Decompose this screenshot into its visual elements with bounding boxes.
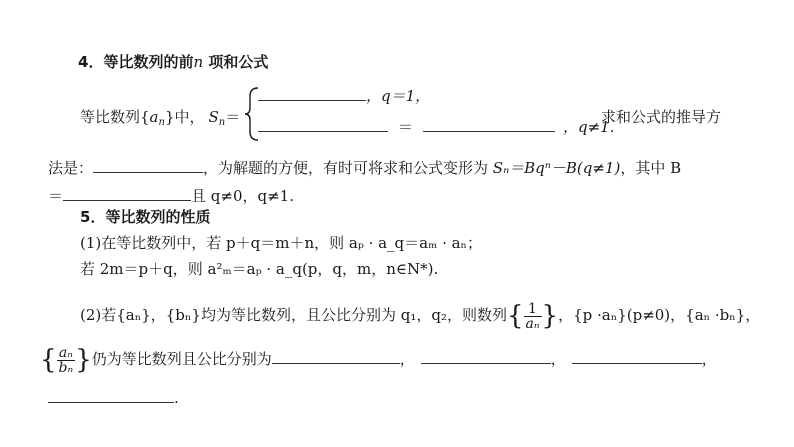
- frac1-numerator: 1: [524, 302, 542, 317]
- case1: [258, 86, 430, 106]
- section5-number: 5: [80, 208, 91, 226]
- equals-sign: ＝: [225, 108, 241, 126]
- text-eq-B: ＝: [48, 187, 64, 205]
- fraction-one-over-an: [524, 302, 542, 331]
- text-q-conditions: 且 q≠0，q≠1.: [191, 187, 294, 205]
- sub-n: n: [158, 117, 165, 128]
- case2-equals: ＝: [398, 118, 414, 136]
- sum-formula-intro: [80, 107, 240, 133]
- property2-line3: [48, 388, 179, 408]
- period: .: [174, 389, 179, 407]
- sub-S-n: n: [218, 117, 226, 128]
- blank-ratio-2[interactable]: [421, 349, 551, 364]
- case1-condition: ，q＝1，: [366, 87, 431, 105]
- blank-case1[interactable]: [258, 86, 366, 101]
- derivation-line: [48, 158, 681, 178]
- section4-title-tail: 项和公式: [203, 53, 269, 71]
- section5-title: ．等比数列的性质: [90, 208, 211, 226]
- frac2-numerator: aₙ: [57, 346, 76, 361]
- section5-heading: [80, 207, 210, 227]
- section4-title: ．等比数列的前: [88, 53, 194, 71]
- fraction-an-over-bn: [57, 346, 76, 375]
- derivation-text: 求和公式的推导方: [601, 108, 722, 126]
- ratio-text: 仍为等比数列且公比分别为: [91, 350, 272, 368]
- frac1-denominator: aₙ: [525, 315, 540, 332]
- right-brace-2: }: [75, 345, 92, 375]
- text-where-B: ，其中 B: [620, 159, 682, 177]
- left-brace-1: {: [506, 301, 524, 331]
- section4-heading: [78, 52, 268, 72]
- text-seq-prefix: 等比数列{: [80, 108, 150, 126]
- text-in: }中，: [164, 108, 205, 126]
- blank-ratio-1[interactable]: [272, 349, 400, 364]
- property1-b: 若 2m＝p＋q，则 a²ₘ＝aₚ · a_q(p，q，m，n∈N*).: [80, 260, 439, 278]
- var-S: S: [208, 108, 219, 126]
- property2-line2: { $\frac{\text{aₙ}}{\text{bₙ}}$ }仍为等比数列且公比分别为 ， ， ，: [40, 344, 717, 376]
- comma-2: ，: [550, 350, 566, 368]
- var-a: a: [149, 108, 159, 126]
- case2-condition: ，q≠1.: [563, 118, 615, 136]
- property2-text: (2)若{aₙ}，{bₙ}均为等比数列，且公比分别为 q₁，q₂，则数列: [80, 306, 507, 324]
- B-line: [48, 186, 294, 206]
- blank-ratio-4[interactable]: [48, 388, 174, 403]
- comma-1: ，: [399, 350, 415, 368]
- frac2-denominator: bₙ: [58, 359, 74, 376]
- property2-sequences: ，{p ·aₙ}(p≠0)，{aₙ ·bₙ}，: [558, 306, 761, 324]
- text-method: 法是：: [48, 159, 94, 177]
- blank-method[interactable]: [93, 158, 203, 173]
- blank-B[interactable]: [63, 186, 191, 201]
- right-brace-1: }: [541, 301, 559, 331]
- text-variant: ，为解题的方便，有时可将求和公式变形为: [203, 159, 493, 177]
- property1: (1)在等比数列中，若 p＋q＝m＋n，则 aₚ · a_q＝aₘ · aₙ；: [80, 234, 483, 252]
- blank-ratio-3[interactable]: [572, 349, 702, 364]
- left-brace-2: {: [40, 345, 57, 375]
- case2: [258, 117, 615, 137]
- blank-case2-left[interactable]: [258, 117, 388, 132]
- section4-number: 4: [78, 53, 89, 71]
- section4-title-var: n: [193, 53, 204, 71]
- blank-case2-right[interactable]: [423, 117, 555, 132]
- variant-formula: Sₙ＝Bqⁿ－B(q≠1): [492, 159, 621, 177]
- property2: [80, 300, 760, 331]
